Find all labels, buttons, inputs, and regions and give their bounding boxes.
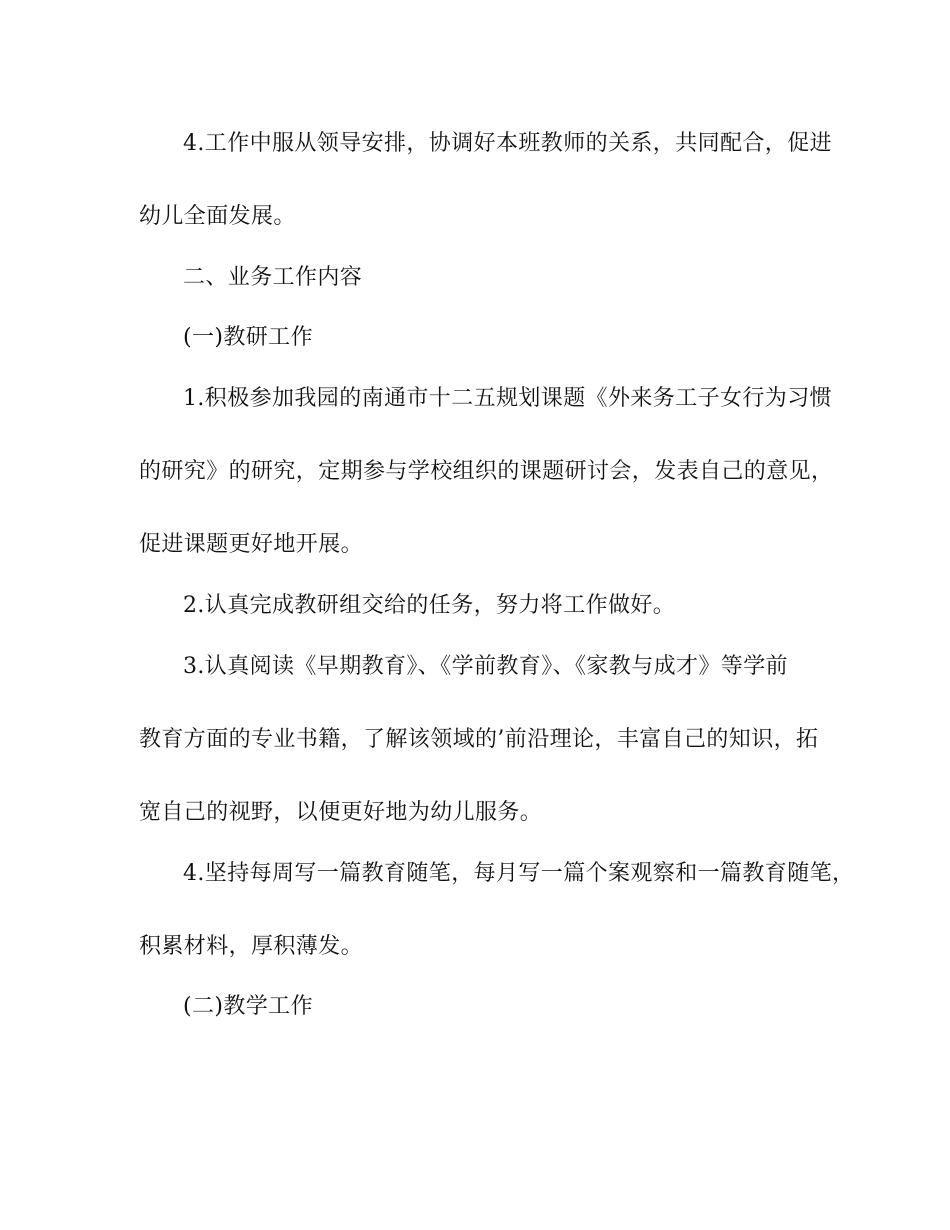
paragraph-4-line-2: 幼儿全面发展。: [139, 204, 296, 229]
research-item-3-line-3: 宽自己的视野，以便更好地为幼儿服务。: [139, 800, 543, 825]
subsection-heading-research: (一)教研工作: [183, 325, 313, 350]
subsection-heading-teaching: (二)教学工作: [183, 994, 313, 1019]
research-item-4-line-1: 4.坚持每周写一篇教育随笔，每月写一篇个案观察和一篇教育随笔，: [183, 861, 855, 886]
section-heading-business: 二、业务工作内容: [183, 265, 363, 290]
research-item-3-line-1: 3.认真阅读《早期教育》、《学前教育》、《家教与成才》等学前: [183, 654, 788, 679]
research-item-3-line-2: 教育方面的专业书籍，了解该领域的’前沿理论，丰富自己的知识，拓: [139, 727, 819, 752]
research-item-4-line-2: 积累材料，厚积薄发。: [139, 934, 364, 959]
research-item-1-line-3: 促进课题更好地开展。: [139, 532, 364, 557]
paragraph-4-line-1: 4.工作中服从领导安排，协调好本班教师的关系，共同配合，促进: [183, 131, 832, 156]
research-item-1-line-2: 的研究》的研究，定期参与学校组织的课题研讨会，发表自己的意见，: [139, 459, 834, 484]
research-item-1-line-1: 1.积极参加我园的南通市十二五规划课题《外来务工子女行为习惯: [183, 386, 832, 411]
research-item-2: 2.认真完成教研组交给的任务，努力将工作做好。: [183, 593, 676, 618]
